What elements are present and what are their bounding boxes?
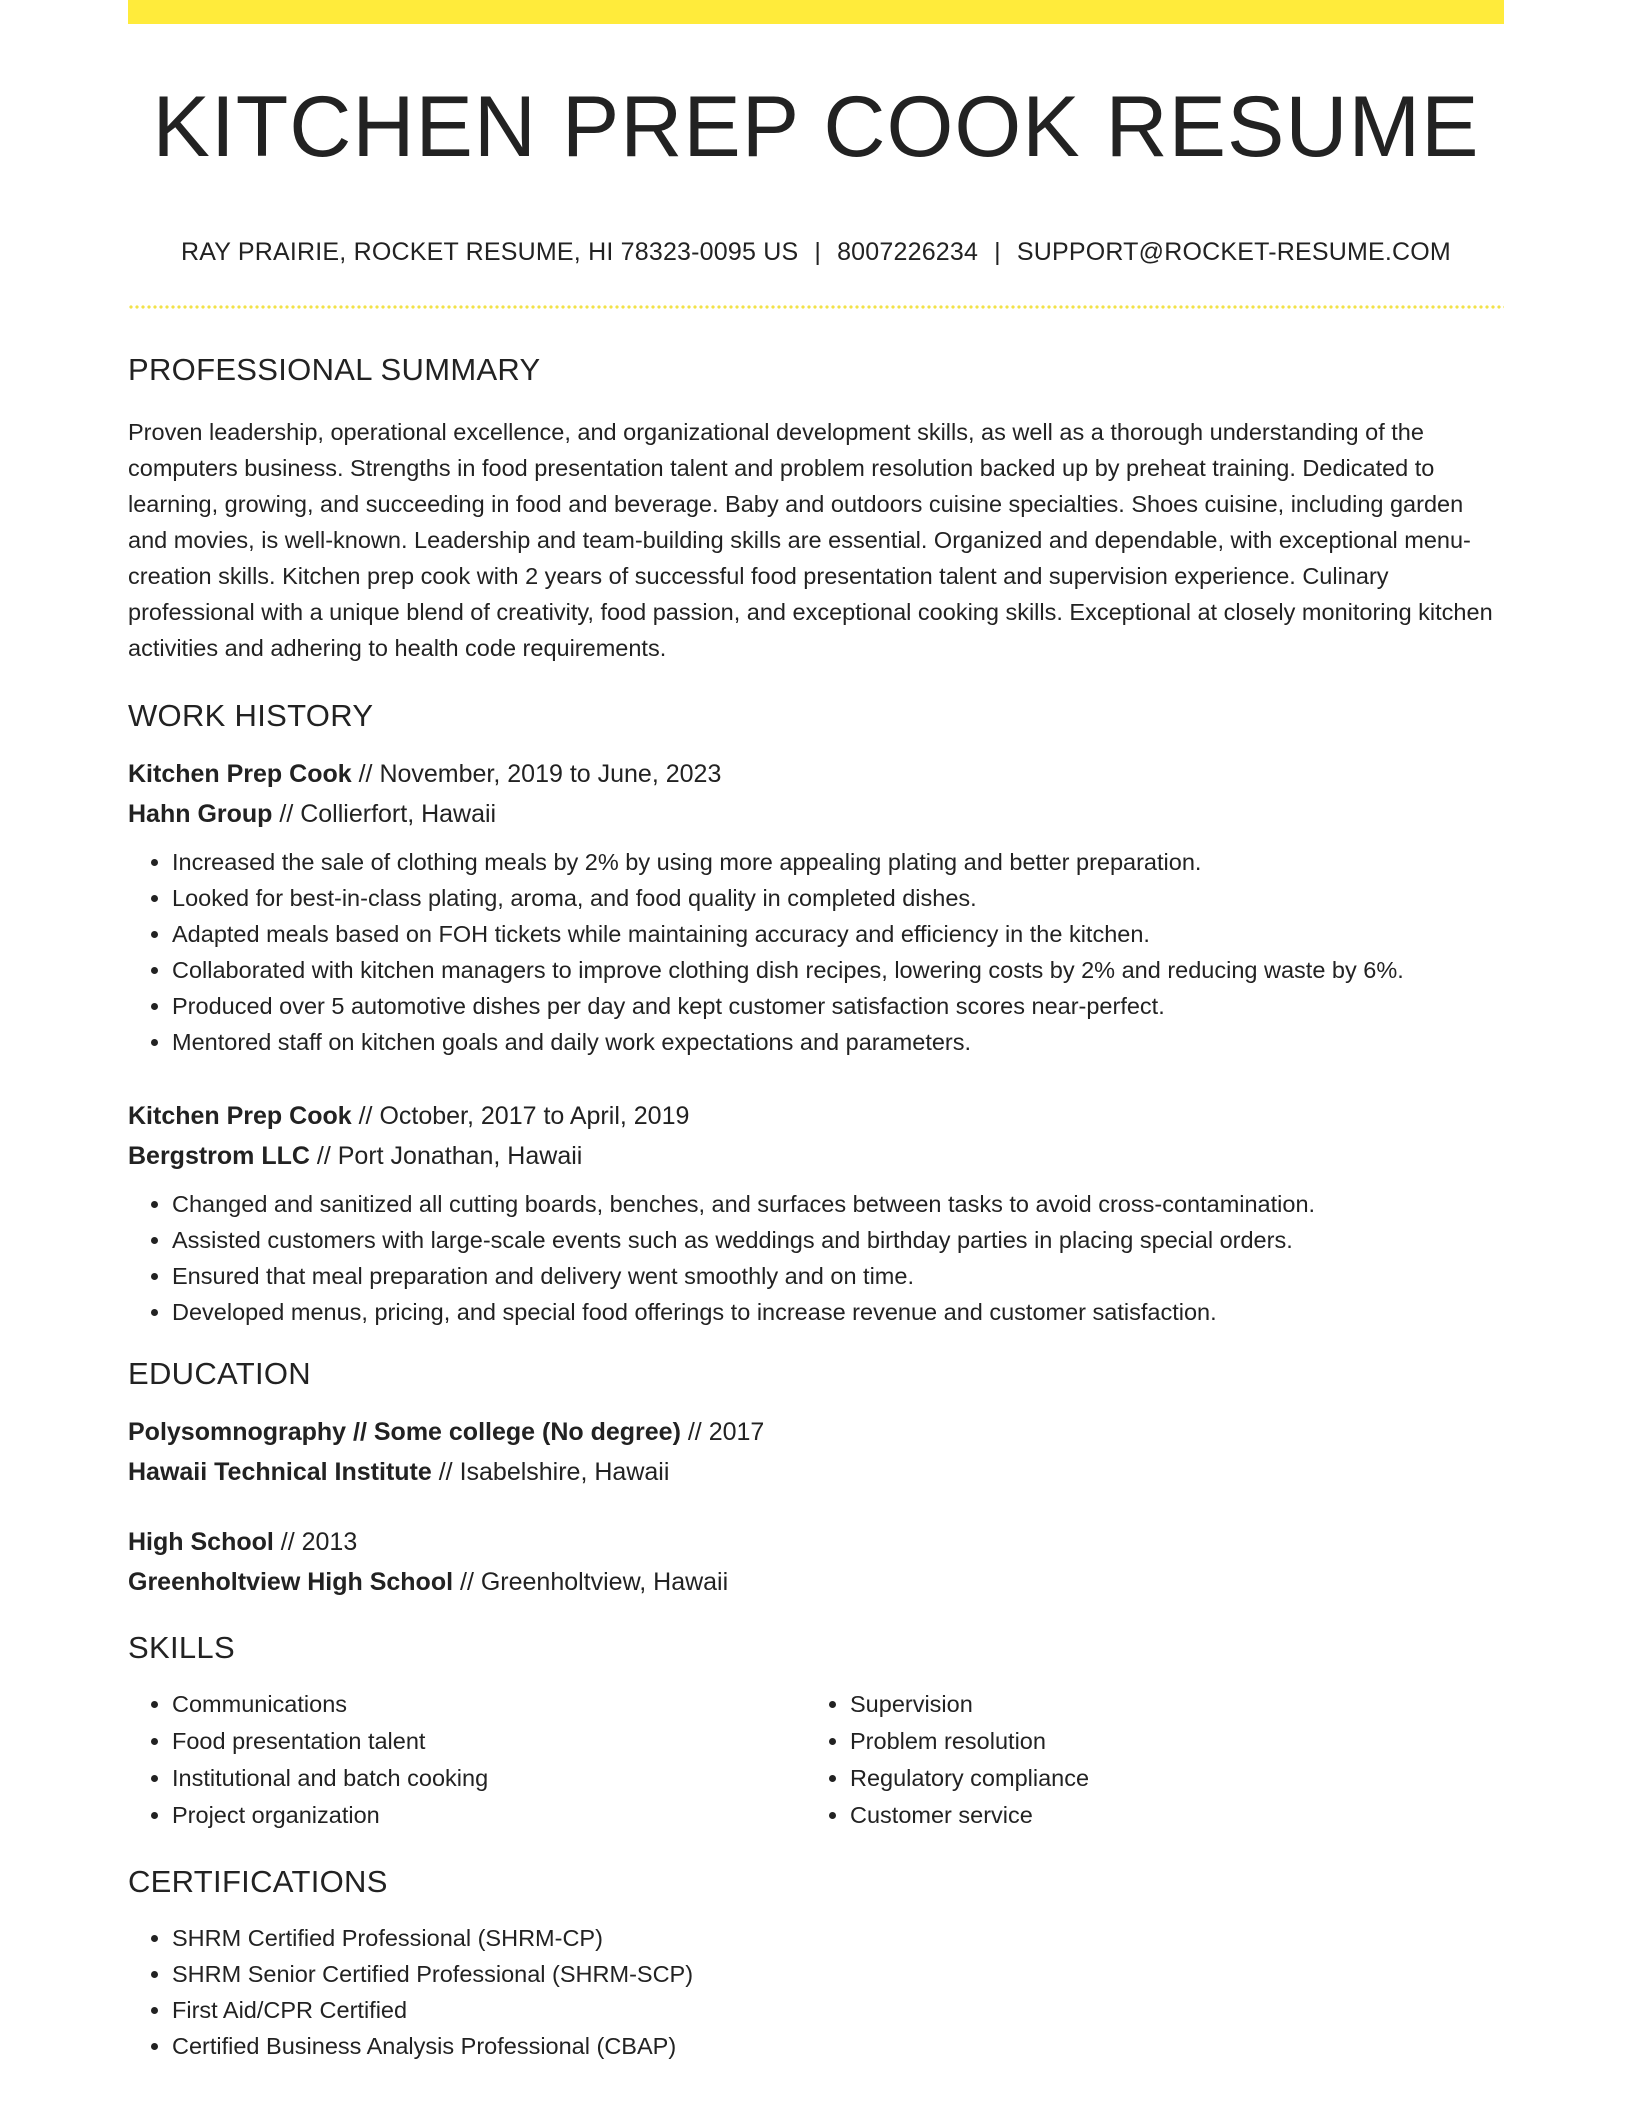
list-item: • Changed and sanitized all cutting boards, benches, and surfaces between tasks to avoid cross-contamination.	[172, 1186, 1504, 1222]
education-degree-line	[128, 1412, 1504, 1452]
education-degree: Polysomnography // Some college (No degree)	[128, 1418, 681, 1446]
job-dates: // October, 2017 to April, 2019	[351, 1102, 690, 1130]
job-title-line	[128, 754, 1504, 794]
job-entry	[128, 754, 1504, 1060]
resume-body	[128, 352, 1504, 2064]
skills-heading: SKILLS	[128, 1630, 235, 1665]
contact-phone: 8007226234	[837, 238, 979, 266]
education-school-line	[128, 1452, 1504, 1492]
list-item: • SHRM Certified Professional (SHRM-CP)	[172, 1920, 1504, 1956]
skills-left-column	[128, 1686, 806, 1834]
list-item: • SHRM Senior Certified Professional (SHRM-SCP)	[172, 1956, 1504, 1992]
contact-separator: |	[814, 238, 822, 266]
list-item: • Food presentation talent	[172, 1723, 806, 1760]
education-entry	[128, 1412, 1504, 1492]
skills-columns	[128, 1686, 1504, 1834]
list-item: • Institutional and batch cooking	[172, 1760, 806, 1797]
education-school-line	[128, 1562, 1504, 1602]
job-company: Bergstrom LLC	[128, 1142, 310, 1170]
contact-separator: |	[994, 238, 1001, 266]
list-item: • Customer service	[850, 1797, 1484, 1834]
education-year: // 2013	[273, 1528, 358, 1556]
list-item: • Regulatory compliance	[850, 1760, 1484, 1797]
job-company-line	[128, 1136, 1504, 1176]
job-bullets	[128, 844, 1504, 1060]
job-title: Kitchen Prep Cook	[128, 1102, 352, 1130]
certifications-list	[128, 1920, 1504, 2064]
work-history-heading: WORK HISTORY	[128, 698, 374, 733]
contact-address: RAY PRAIRIE, ROCKET RESUME, HI 78323-0095 US	[181, 238, 799, 266]
summary-heading: PROFESSIONAL SUMMARY	[128, 352, 541, 387]
list-item: • Project organization	[172, 1797, 806, 1834]
job-title-line	[128, 1096, 1504, 1136]
list-item: • Certified Business Analysis Professional (CBAP)	[172, 2028, 1504, 2064]
job-location: // Collierfort, Hawaii	[272, 800, 497, 828]
list-item: • Ensured that meal preparation and delivery went smoothly and on time.	[172, 1258, 1504, 1294]
list-item: • Supervision	[850, 1686, 1484, 1723]
education-degree: High School	[128, 1528, 274, 1556]
dotted-divider	[128, 305, 1504, 309]
job-bullets	[128, 1186, 1504, 1330]
list-item: • Collaborated with kitchen managers to improve clothing dish recipes, lowering costs by 2% and reducing waste by 6%.	[172, 952, 1504, 988]
education-entry	[128, 1522, 1504, 1602]
list-item: • Produced over 5 automotive dishes per day and kept customer satisfaction scores near-perfect.	[172, 988, 1504, 1024]
certifications-heading: CERTIFICATIONS	[128, 1864, 388, 1899]
list-item: • Developed menus, pricing, and special food offerings to increase revenue and customer satisfaction.	[172, 1294, 1504, 1330]
list-item: • Problem resolution	[850, 1723, 1484, 1760]
skills-right-column	[806, 1686, 1484, 1834]
list-item: • Looked for best-in-class plating, aroma, and food quality in completed dishes.	[172, 880, 1504, 916]
education-degree-line	[128, 1522, 1504, 1562]
education-year: // 2017	[680, 1418, 765, 1446]
job-entry	[128, 1096, 1504, 1330]
education-school: Greenholtview High School	[128, 1568, 454, 1596]
contact-line	[128, 238, 1504, 267]
list-item: • First Aid/CPR Certified	[172, 1992, 1504, 2028]
contact-email: SUPPORT@ROCKET-RESUME.COM	[1016, 238, 1451, 266]
list-item: • Communications	[172, 1686, 806, 1723]
list-item: • Mentored staff on kitchen goals and daily work expectations and parameters.	[172, 1024, 1504, 1060]
education-school: Hawaii Technical Institute	[128, 1458, 432, 1486]
job-title: Kitchen Prep Cook	[128, 760, 352, 788]
list-item: • Increased the sale of clothing meals by 2% by using more appealing plating and better preparation.	[172, 844, 1504, 880]
job-location: // Port Jonathan, Hawaii	[309, 1142, 583, 1170]
job-company-line	[128, 794, 1504, 834]
education-location: // Greenholtview, Hawaii	[453, 1568, 729, 1596]
job-dates: // November, 2019 to June, 2023	[351, 760, 722, 788]
education-heading: EDUCATION	[128, 1356, 311, 1391]
job-company: Hahn Group	[128, 800, 273, 828]
summary-text: Proven leadership, operational excellence, and organizational development skills, as well as a thorough understanding of the computers business. Strengths in food presentation talent and problem resolution backed up by preheat training. Dedicated to learning, growing, and succeeding in food and beverage. Baby and outdoors cuisine specialties. Shoes cuisine, including garden and movies, is well-known. Leadership and team-building skills are essential. Organized and dependable, with exceptional menu-creation skills. Kitchen prep cook with 2 years of successful food presentation talent and supervision experience. Culinary professional with a unique blend of creativity, food passion, and exceptional cooking skills. Exceptional at closely monitoring kitchen activities and adhering to health code requirements.	[128, 419, 1493, 661]
list-item: • Adapted meals based on FOH tickets while maintaining accuracy and efficiency in the kitchen.	[172, 916, 1504, 952]
page-title: KITCHEN PREP COOK RESUME	[152, 79, 1480, 175]
list-item: • Assisted customers with large-scale events such as weddings and birthday parties in placing special orders.	[172, 1222, 1504, 1258]
top-accent-bar	[128, 0, 1504, 24]
education-location: // Isabelshire, Hawaii	[431, 1458, 670, 1486]
